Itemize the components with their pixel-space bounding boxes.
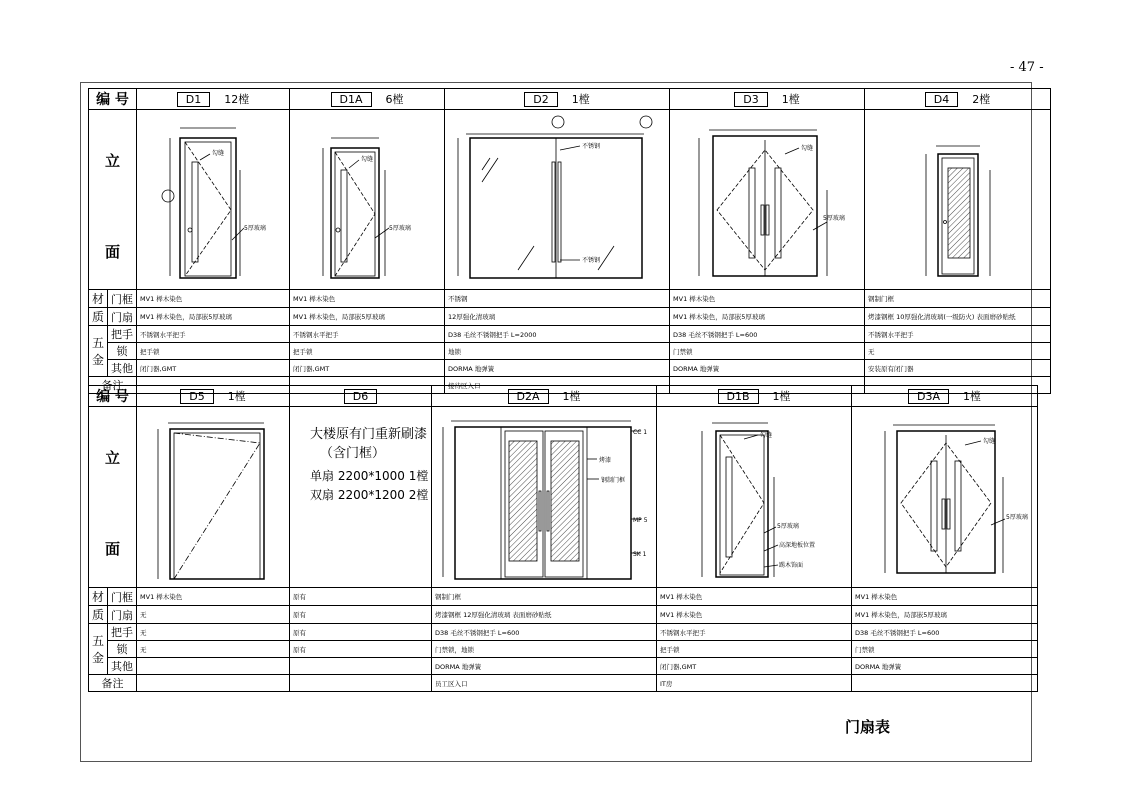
handle-label: 把手 [108,326,137,343]
frame-label: 门框 [108,290,137,308]
door-code-cell [290,386,432,407]
handle-cell: 不锈钢水平把手 [657,624,852,641]
material-label: 材 [89,588,108,606]
frame-cell: MV1 榉木染色 [657,588,852,606]
door-elevation-drawing [293,110,441,289]
leaf-cell: MV1 榉木染色，局部嵌5厚玻璃 [852,606,1038,624]
code-header: 编 号 [89,386,137,407]
material-label: 质 [89,606,108,624]
code-row [89,89,1051,110]
lock-row [89,343,1051,360]
door-qty: 1樘 [772,390,791,403]
remark-cell: 接待区入口 [445,377,670,394]
hardware-label: 五 金 [89,326,108,377]
door-schedule-table-2 [88,385,1038,692]
svg-text:5厚玻璃: 5厚玻璃 [244,225,266,232]
frame-cell: 钢制门框 [432,588,657,606]
elevation-label: 立 面 [89,110,137,290]
lock-cell: 把手锁 [290,343,445,360]
lock-label: 锁 [108,343,137,360]
door-code: D6 [344,389,377,404]
other-label: 其他 [108,360,137,377]
door-code: D1B [718,389,759,404]
code-header: 编 号 [89,89,137,110]
handle-cell: D38 毛丝不锈钢把手 L=600 [670,326,865,343]
leaf-cell: 12厚强化清玻璃 [445,308,670,326]
d6-note: 大楼原有门重新刷漆 （含门框） 单扇 2200*1000 1樘 双扇 2200*1200 2樘 [310,427,429,502]
door-qty: 6樘 [385,93,404,106]
other-cell: DORMA 地弹簧 [445,360,670,377]
elevation-d6-note [290,407,432,588]
door-code-cell [657,386,852,407]
svg-text:5厚玻璃: 5厚玻璃 [389,225,411,232]
leaf-cell: 原有 [290,606,432,624]
svg-text:踢木饰面: 踢木饰面 [779,562,804,569]
door-elevation-drawing [855,407,1034,587]
handle-cell: 不锈钢水平把手 [865,326,1051,343]
other-cell [290,658,432,675]
door-qty: 1樘 [781,93,800,106]
svg-text:5厚玻璃: 5厚玻璃 [777,523,799,530]
other-cell: 闭门器,GMT [657,658,852,675]
elevation-d3 [670,110,865,290]
door-code: D4 [925,92,958,107]
leaf-cell: MV1 榉木染色，局部嵌5厚玻璃 [670,308,865,326]
door-elevation-drawing [660,407,848,587]
lock-cell: 把手锁 [657,641,852,658]
code-row [89,386,1038,407]
lock-cell: 把手锁 [137,343,290,360]
frame-row [89,290,1051,308]
door-elevation-drawing [868,110,1047,289]
material-label: 材 [89,290,108,308]
other-cell: 安装原有闭门器 [865,360,1051,377]
frame-cell: MV1 榉木染色 [290,290,445,308]
svg-text:烤漆: 烤漆 [599,457,612,464]
lock-cell: 门禁锁 [670,343,865,360]
remark-cell: 员工区入口 [432,675,657,692]
frame-cell: MV1 榉木染色 [852,588,1038,606]
door-code: D1 [177,92,210,107]
remark-row [89,675,1038,692]
leaf-label: 门扇 [108,308,137,326]
sheet-title: 门扇表 [845,718,891,736]
page-number: - 47 - [1010,60,1044,75]
svg-text:不锈钢: 不锈钢 [582,257,601,264]
leaf-cell: 无 [137,606,290,624]
other-label: 其他 [108,658,137,675]
svg-text:钢制门框: 钢制门框 [601,477,626,484]
other-cell [137,658,290,675]
lock-cell: 无 [865,343,1051,360]
door-qty: 1樘 [562,390,581,403]
frame-cell: MV1 榉木染色 [137,588,290,606]
leaf-row [89,308,1051,326]
door-code: D3 [734,92,767,107]
leaf-cell: 烤漆钢框 12厚强化清玻璃 表面磨砂贴纸 [432,606,657,624]
handle-cell: D38 毛丝不锈钢把手 L=600 [852,624,1038,641]
lock-cell: 门禁锁 [852,641,1038,658]
elevation-d1a [290,110,445,290]
svg-text:不锈钢: 不锈钢 [582,143,601,150]
lock-cell: 无 [137,641,290,658]
other-cell: 闭门器,GMT [290,360,445,377]
svg-text:勾缝: 勾缝 [361,156,374,163]
elevation-d1b [657,407,852,588]
svg-text:5厚玻璃: 5厚玻璃 [1006,514,1028,521]
door-code-cell [445,89,670,110]
frame-cell: MV1 榉木染色 [137,290,290,308]
door-code-cell [865,89,1051,110]
door-qty: 12樘 [224,93,250,106]
leaf-cell: MV1 榉木染色，局部嵌5厚玻璃 [137,308,290,326]
door-elevation-drawing [140,407,286,587]
svg-text:MP 5: MP 5 [633,517,648,524]
remark-cell [290,675,432,692]
hardware-label: 五 金 [89,624,108,675]
frame-label: 门框 [108,588,137,606]
remark-label: 备注 [89,675,137,692]
remark-cell [137,675,290,692]
door-elevation-drawing [673,110,861,289]
elevation-row [89,407,1038,588]
leaf-cell: MV1 榉木染色 [657,606,852,624]
remark-cell: IT房 [657,675,852,692]
door-code: D5 [180,389,213,404]
door-code: D3A [908,389,949,404]
door-schedule-table-1 [88,88,1051,394]
svg-text:SK 1: SK 1 [633,551,647,558]
handle-cell: D38 毛丝不锈钢把手 L=2000 [445,326,670,343]
door-code-cell [290,89,445,110]
other-cell: 闭门器,GMT [137,360,290,377]
lock-cell: 地锁 [445,343,670,360]
leaf-row [89,606,1038,624]
handle-cell: 不锈钢水平把手 [137,326,290,343]
lock-cell: 原有 [290,641,432,658]
elevation-d4 [865,110,1051,290]
door-code: D1A [331,92,372,107]
other-row [89,360,1051,377]
leaf-label: 门扇 [108,606,137,624]
door-code-cell [137,386,290,407]
frame-row [89,588,1038,606]
handle-cell: 原有 [290,624,432,641]
handle-cell: D38 毛丝不锈钢把手 L=600 [432,624,657,641]
frame-cell: 不锈钢 [445,290,670,308]
svg-text:勾缝: 勾缝 [983,438,996,445]
door-code-cell [432,386,657,407]
door-code: D2 [524,92,557,107]
svg-text:勾缝: 勾缝 [212,150,225,157]
door-code: D2A [508,389,549,404]
door-code-cell [670,89,865,110]
door-code-cell [137,89,290,110]
lock-label: 锁 [108,641,137,658]
door-qty: 1樘 [227,390,246,403]
lock-row [89,641,1038,658]
other-cell: DORMA 地弹簧 [432,658,657,675]
frame-cell: MV1 榉木染色 [670,290,865,308]
elevation-d5 [137,407,290,588]
door-code-cell [852,386,1038,407]
elevation-d3a [852,407,1038,588]
handle-row [89,624,1038,641]
frame-cell: 钢制门框 [865,290,1051,308]
leaf-cell: MV1 榉木染色，局部嵌5厚玻璃 [290,308,445,326]
other-cell: DORMA 地弹簧 [852,658,1038,675]
handle-cell: 无 [137,624,290,641]
elevation-row [89,110,1051,290]
lock-cell: 门禁锁，地锁 [432,641,657,658]
door-qty: 1樘 [571,93,590,106]
svg-text:勾缝: 勾缝 [801,145,814,152]
door-elevation-drawing [435,407,653,587]
handle-cell: 不锈钢水平把手 [290,326,445,343]
other-row [89,658,1038,675]
frame-cell: 原有 [290,588,432,606]
door-elevation-drawing [140,110,286,289]
other-cell: DORMA 地弹簧 [670,360,865,377]
svg-text:CC 1: CC 1 [633,429,648,436]
handle-row [89,326,1051,343]
svg-text:勾缝: 勾缝 [760,432,773,439]
elevation-d1 [137,110,290,290]
remark-label: 备注 [89,377,137,394]
material-label: 质 [89,308,108,326]
handle-label: 把手 [108,624,137,641]
elevation-label: 立 面 [89,407,137,588]
elevation-d2a [432,407,657,588]
leaf-cell: 烤漆钢框 10厚强化清玻璃(一级防火) 表面磨砂贴纸 [865,308,1051,326]
remark-cell [852,675,1038,692]
svg-text:5厚玻璃: 5厚玻璃 [823,215,845,222]
elevation-d2 [445,110,670,290]
door-elevation-drawing [448,110,666,289]
door-qty: 1樘 [963,390,982,403]
svg-text:高深地板位置: 高深地板位置 [779,542,816,549]
door-qty: 2樘 [972,93,991,106]
